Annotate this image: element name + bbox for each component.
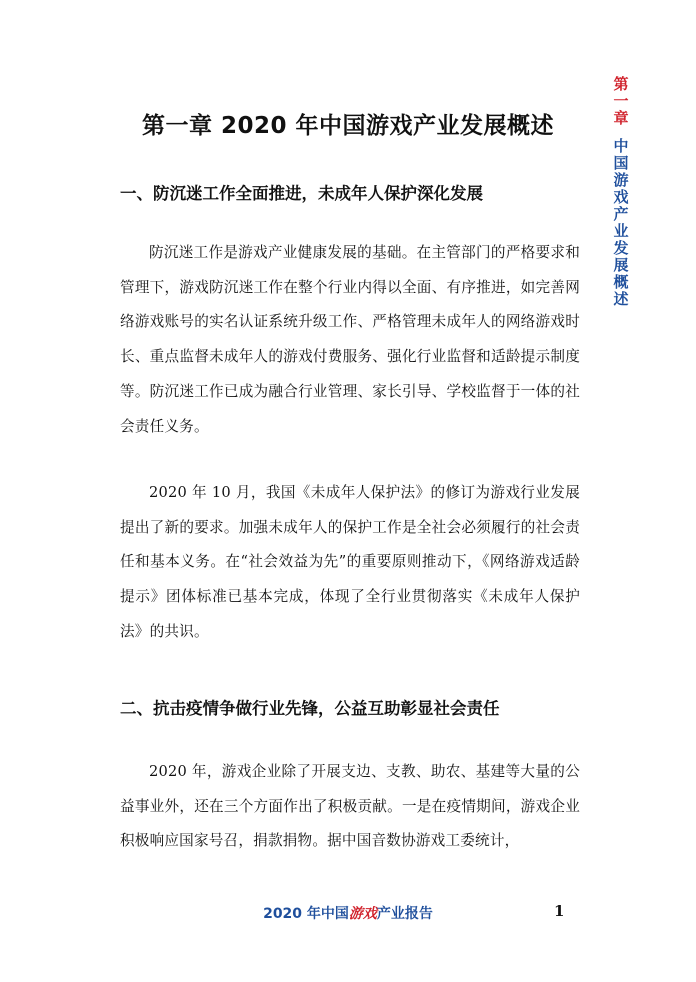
side-tab-char: 展 [613, 256, 629, 274]
side-tab-char: 发 [613, 239, 629, 257]
side-tab-char: 一 [613, 92, 629, 110]
side-tab-chapter-name [613, 138, 628, 308]
side-tab-char: 业 [613, 222, 629, 240]
section-heading-1: 一、防沉迷工作全面推进，未成年人保护深化发展 [120, 184, 483, 203]
side-tab-char: 中 [613, 137, 629, 155]
section-1-paragraph-1: 防沉迷工作是游戏产业健康发展的基础。在主管部门的严格要求和管理下，游戏防沉迷工作在整个行业内得以全面、有序推进，如完善网络游戏账号的实名认证系统升级工作、严格管理未成年人的网络游戏时长、重点监督未成年人的游戏付费服务、强化行业监督和适龄提示制度等。防沉迷工作已成为融合行业管理、家长引导、学校监督于一体的社会责任义务。 [120, 244, 580, 435]
section-1-paragraph-2: 2020 年 10 月，我国《未成年人保护法》的修订为游戏行业发展提出了新的要求。加强未成年人的保护工作是全社会必须履行的社会责任和基本义务。在“社会效益为先”的重要原则推动下，《网络游戏适龄提示》团体标准已基本完成，体现了全行业贯彻落实《未成年人保护法》的共识。 [120, 484, 580, 640]
footer-report-title [0, 903, 696, 923]
footer-title-part-1: 2020 年中国 [263, 906, 349, 922]
footer-title-part-2: 产业报告 [376, 906, 433, 922]
chapter-title: 第一章 2020 年中国游戏产业发展概述 [141, 113, 555, 139]
side-tab-char: 国 [613, 154, 629, 172]
side-tab-char: 戏 [613, 188, 629, 206]
side-tab-char: 第 [613, 75, 629, 93]
side-tab-char: 产 [613, 205, 629, 223]
side-tab-char: 游 [613, 171, 629, 189]
footer-title-accent: 游戏 [348, 906, 377, 922]
side-tab-char: 章 [613, 109, 629, 127]
section-heading-2: 二、抗击疫情争做行业先锋，公益互助彰显社会责任 [120, 699, 500, 718]
section-2-paragraph-1: 2020 年，游戏企业除了开展支边、支教、助农、基建等大量的公益事业外，还在三个方面作出了积极贡献。一是在疫情期间，游戏企业积极响应国家号召，捐款捐物。据中国音数协游戏工委统计， [120, 763, 580, 850]
side-tab-char: 述 [613, 290, 629, 308]
side-tab-char: 概 [613, 273, 629, 291]
page-number: 1 [554, 902, 565, 920]
